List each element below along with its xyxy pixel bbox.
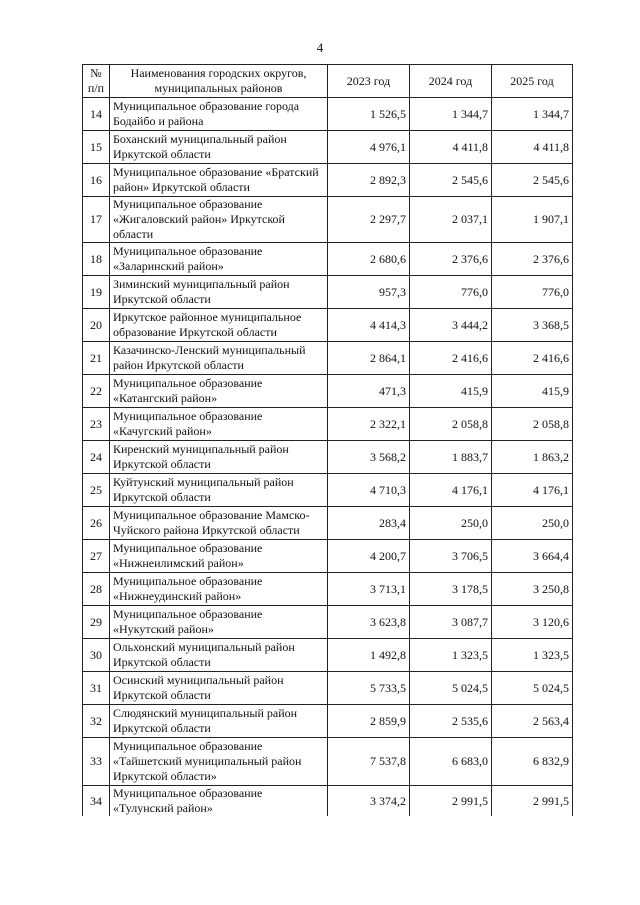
row-number: 27	[83, 540, 110, 573]
table-row	[83, 309, 573, 342]
row-name: Муниципальное образование «Нижнеудинский район»	[110, 573, 328, 606]
row-number: 31	[83, 672, 110, 705]
row-name: Слюдянский муниципальный район Иркутской области	[110, 705, 328, 738]
row-value-2023: 1 492,8	[328, 639, 410, 672]
table-row	[83, 342, 573, 375]
table-row	[83, 573, 573, 606]
row-number: 22	[83, 375, 110, 408]
table-header	[83, 65, 573, 98]
row-value-2023: 471,3	[328, 375, 410, 408]
row-value-2025: 5 024,5	[492, 672, 573, 705]
row-number: 34	[83, 786, 110, 817]
row-name: Казачинско-Ленский муниципальный район Иркутской области	[110, 342, 328, 375]
row-value-2025: 3 368,5	[492, 309, 573, 342]
table-row	[83, 705, 573, 738]
row-value-2024: 4 176,1	[410, 474, 492, 507]
row-value-2024: 3 178,5	[410, 573, 492, 606]
row-value-2024: 2 376,6	[410, 243, 492, 276]
row-name: Иркутское районное муниципальное образование Иркутской области	[110, 309, 328, 342]
row-value-2023: 3 623,8	[328, 606, 410, 639]
row-value-2023: 4 200,7	[328, 540, 410, 573]
row-name: Муниципальное образование «Нижнеилимский район»	[110, 540, 328, 573]
row-name: Боханский муниципальный район Иркутской области	[110, 131, 328, 164]
row-value-2023: 5 733,5	[328, 672, 410, 705]
table-row	[83, 786, 573, 817]
row-value-2025: 6 832,9	[492, 738, 573, 786]
table-row	[83, 197, 573, 243]
row-value-2023: 4 414,3	[328, 309, 410, 342]
table-row	[83, 276, 573, 309]
row-number: 17	[83, 197, 110, 243]
row-value-2025: 3 120,6	[492, 606, 573, 639]
row-number: 30	[83, 639, 110, 672]
row-name: Муниципальное образование города Бодайбо и района	[110, 98, 328, 131]
row-name: Осинский муниципальный район Иркутской области	[110, 672, 328, 705]
row-value-2023: 1 526,5	[328, 98, 410, 131]
row-name: Муниципальное образование Мамско-Чуйского района Иркутской области	[110, 507, 328, 540]
row-value-2025: 2 991,5	[492, 786, 573, 817]
row-number: 26	[83, 507, 110, 540]
row-value-2023: 2 297,7	[328, 197, 410, 243]
table-row	[83, 408, 573, 441]
row-name: Муниципальное образование «Тайшетский муниципальный район Иркутской области»	[110, 738, 328, 786]
table-row	[83, 474, 573, 507]
table-row	[83, 375, 573, 408]
row-value-2024: 2 991,5	[410, 786, 492, 817]
row-name: Киренский муниципальный район Иркутской области	[110, 441, 328, 474]
table-row	[83, 164, 573, 197]
row-value-2023: 4 976,1	[328, 131, 410, 164]
row-value-2023: 3 374,2	[328, 786, 410, 817]
row-number: 18	[83, 243, 110, 276]
row-value-2024: 415,9	[410, 375, 492, 408]
row-value-2023: 2 892,3	[328, 164, 410, 197]
row-value-2025: 1 907,1	[492, 197, 573, 243]
row-value-2023: 7 537,8	[328, 738, 410, 786]
table-body	[83, 98, 573, 817]
row-name: Муниципальное образование «Качугский район»	[110, 408, 328, 441]
row-value-2025: 1 344,7	[492, 98, 573, 131]
row-value-2024: 2 535,6	[410, 705, 492, 738]
row-value-2023: 957,3	[328, 276, 410, 309]
row-value-2024: 3 444,2	[410, 309, 492, 342]
row-value-2024: 2 545,6	[410, 164, 492, 197]
table-row	[83, 606, 573, 639]
row-name: Муниципальное образование «Тулунский район»	[110, 786, 328, 817]
table-row	[83, 672, 573, 705]
row-value-2025: 1 323,5	[492, 639, 573, 672]
row-value-2023: 4 710,3	[328, 474, 410, 507]
row-name: Зиминский муниципальный район Иркутской области	[110, 276, 328, 309]
row-value-2024: 250,0	[410, 507, 492, 540]
row-value-2024: 776,0	[410, 276, 492, 309]
row-value-2024: 1 883,7	[410, 441, 492, 474]
row-value-2025: 3 250,8	[492, 573, 573, 606]
row-value-2024: 2 058,8	[410, 408, 492, 441]
row-number: 14	[83, 98, 110, 131]
row-value-2025: 250,0	[492, 507, 573, 540]
row-name: Куйтунский муниципальный район Иркутской области	[110, 474, 328, 507]
row-value-2024: 2 416,6	[410, 342, 492, 375]
row-value-2024: 1 323,5	[410, 639, 492, 672]
row-value-2025: 4 411,8	[492, 131, 573, 164]
table-row	[83, 98, 573, 131]
row-value-2024: 4 411,8	[410, 131, 492, 164]
row-value-2024: 2 037,1	[410, 197, 492, 243]
row-value-2023: 3 568,2	[328, 441, 410, 474]
row-value-2025: 3 664,4	[492, 540, 573, 573]
row-number: 33	[83, 738, 110, 786]
row-value-2025: 2 563,4	[492, 705, 573, 738]
row-value-2025: 4 176,1	[492, 474, 573, 507]
table-row	[83, 131, 573, 164]
row-name: Муниципальное образование «Братский район» Иркутской области	[110, 164, 328, 197]
page-number: 4	[316, 40, 324, 55]
row-number: 15	[83, 131, 110, 164]
row-value-2025: 2 416,6	[492, 342, 573, 375]
row-value-2025: 1 863,2	[492, 441, 573, 474]
row-name: Муниципальное образование «Заларинский район»	[110, 243, 328, 276]
header-2024: 2024 год	[410, 65, 492, 98]
table-row	[83, 540, 573, 573]
row-value-2023: 2 322,1	[328, 408, 410, 441]
row-number: 20	[83, 309, 110, 342]
header-num: № п/п	[83, 65, 110, 98]
row-number: 25	[83, 474, 110, 507]
row-value-2025: 776,0	[492, 276, 573, 309]
row-value-2025: 415,9	[492, 375, 573, 408]
row-number: 16	[83, 164, 110, 197]
row-value-2024: 1 344,7	[410, 98, 492, 131]
row-value-2024: 3 706,5	[410, 540, 492, 573]
row-number: 29	[83, 606, 110, 639]
row-value-2024: 3 087,7	[410, 606, 492, 639]
row-name: Муниципальное образование «Катангский район»	[110, 375, 328, 408]
row-number: 28	[83, 573, 110, 606]
header-2025: 2025 год	[492, 65, 573, 98]
header-name: Наименования городских округов, муниципальных районов	[110, 65, 328, 98]
row-name: Муниципальное образование «Нукутский район»	[110, 606, 328, 639]
table-row	[83, 738, 573, 786]
row-number: 32	[83, 705, 110, 738]
row-number: 24	[83, 441, 110, 474]
header-2023: 2023 год	[328, 65, 410, 98]
row-value-2023: 2 864,1	[328, 342, 410, 375]
row-value-2023: 283,4	[328, 507, 410, 540]
table-row	[83, 639, 573, 672]
row-value-2024: 6 683,0	[410, 738, 492, 786]
row-number: 19	[83, 276, 110, 309]
row-number: 23	[83, 408, 110, 441]
row-value-2023: 2 859,9	[328, 705, 410, 738]
row-value-2024: 5 024,5	[410, 672, 492, 705]
row-value-2025: 2 058,8	[492, 408, 573, 441]
row-value-2023: 2 680,6	[328, 243, 410, 276]
row-value-2025: 2 545,6	[492, 164, 573, 197]
row-value-2023: 3 713,1	[328, 573, 410, 606]
budget-table	[82, 64, 573, 816]
row-name: Ольхонский муниципальный район Иркутской области	[110, 639, 328, 672]
row-number: 21	[83, 342, 110, 375]
row-value-2025: 2 376,6	[492, 243, 573, 276]
table-row	[83, 243, 573, 276]
table-row	[83, 441, 573, 474]
table-row	[83, 507, 573, 540]
row-name: Муниципальное образование «Жигаловский район» Иркутской области	[110, 197, 328, 243]
